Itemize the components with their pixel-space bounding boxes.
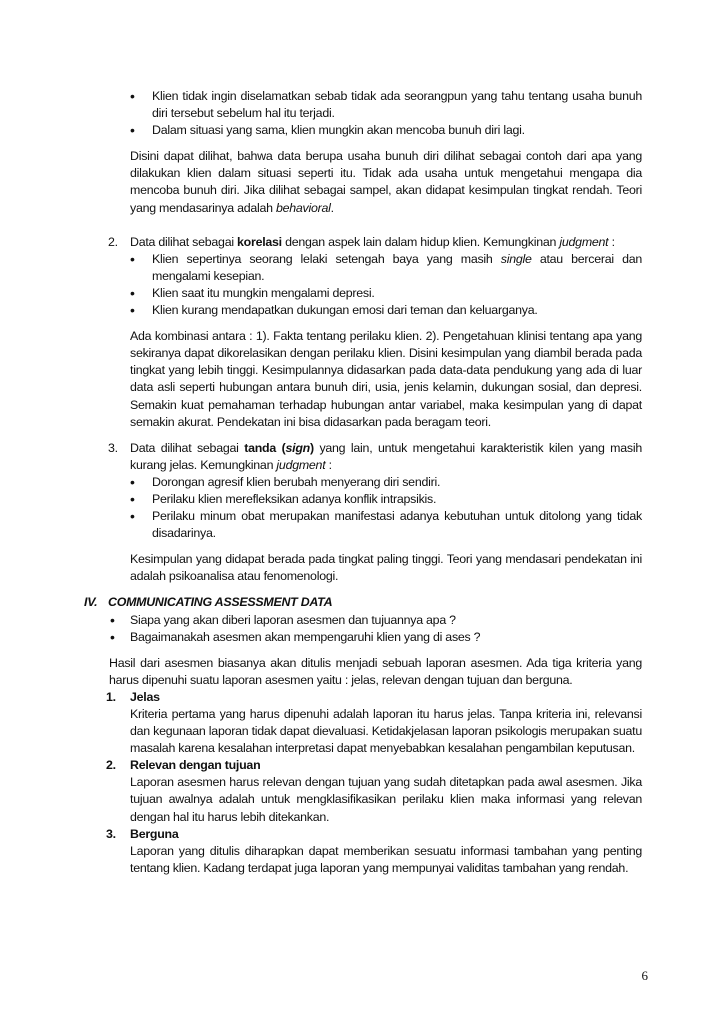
list-item: • Perilaku minum obat merupakan manifestasi adanya kebutuhan untuk ditolong yang tidak disadarinya.	[152, 508, 642, 542]
list-item: • Klien kurang mendapatkan dukungan emosi dari teman dan keluarganya.	[152, 302, 642, 319]
list-item: • Siapa yang akan diberi laporan asesmen dan tujuannya apa ?	[130, 612, 630, 629]
numbered-item-sign: 3. Data dilihat sebagai tanda (sign) yang lain, untuk mengetahui karakteristik kilen yang masih kurang jelas. Kemungkinan judgment :	[108, 440, 642, 472]
page-body	[0, 88, 728, 877]
list-item: • Klien saat itu mungkin mengalami depresi.	[152, 285, 642, 302]
paragraph-conclusion: Kesimpulan yang didapat berada pada tingkat paling tinggi. Teori yang mendasari pendekatan ini adalah psikoanalisa atau fenomenologi.	[130, 552, 642, 584]
section-heading: IV. COMMUNICATING ASSESSMENT DATA	[84, 595, 333, 610]
criterion-clear: 1. Jelas Kriteria pertama yang harus dipenuhi adalah laporan itu harus jelas. Tanpa kriteria ini, relevansi dan kegunaan laporan tidak dapat dievaluasi. Ketidakjelasan laporan psikologis merupakan suatu masalah karena kesalahan interpretasi dapat menyebabkan kesalahan pengambilan keputusan.	[106, 689, 642, 756]
paragraph-behavioral: Disini dapat dilihat, bahwa data berupa usaha bunuh diri dilihat sebagai contoh dari apa yang dilakukan klien dalam situasi seperti itu. Tidak ada usaha untuk mengetahui mengapa dia mencoba bunuh diri. Jika dilihat sebagai sampel, akan didapat kesimpulan tingkat rendah. Teori yang mendasarinya adalah behavioral.	[130, 149, 642, 215]
list-item: • Bagaimanakah asesmen akan mempengaruhi klien yang di ases ?	[130, 629, 630, 646]
criterion-relevant: 2. Relevan dengan tujuan Laporan asesmen harus relevan dengan tujuan yang sudah ditetapkan pada awal asesmen. Jika tujuan awalnya adalah untuk mengklasifikasikan perilaku klien maka informasi yang relevan dengan hal itu harus lebih ditekankan.	[106, 758, 642, 824]
numbered-item-correlation: 2. Data dilihat sebagai korelasi dengan aspek lain dalam hidup klien. Kemungkinan judgment :	[108, 234, 615, 249]
paragraph-combination: Ada kombinasi antara : 1). Fakta tentang perilaku klien. 2). Pengetahuan klinisi tentang apa yang sekiranya dapat dikorelasikan dengan perilaku klien. Disini kesimpulan yang diambil berada pada tingkat yang lebih tinggi. Kesimpulannya didasarkan pada data-data pendukung yang ada di luar data asli seperti hubungan antara bunuh diri, usia, jenis kelamin, dukungan sosial, dan depresi. Semakin kuat pemahaman terhadap hubungan antar variabel, maka kesimpulan yang di dapat semakin akurat. Pendekatan ini bisa didasarkan pada beragam teori.	[130, 329, 642, 429]
criterion-useful: 3. Berguna Laporan yang ditulis diharapkan dapat memberikan sesuatu informasi tambahan yang penting tentang klien. Kadang terdapat juga laporan yang mempunyai validitas tambahan yang rendah.	[106, 826, 642, 875]
paragraph-report-intro: Hasil dari asesmen biasanya akan ditulis menjadi sebuah laporan asesmen. Ada tiga kriteria yang harus dipenuhi suatu laporan asesmen yaitu : jelas, relevan dengan tujuan dan berguna.	[109, 655, 642, 687]
list-item: • Perilaku klien merefleksikan adanya konflik intrapsikis.	[152, 491, 642, 508]
list-item: • Klien tidak ingin diselamatkan sebab tidak ada seorangpun yang tahu tentang usaha bunuh diri tersebut sebelum hal itu terjadi.	[152, 88, 642, 122]
list-item: • Klien sepertinya seorang lelaki setengah baya yang masih single atau bercerai dan mengalami kesepian.	[152, 251, 642, 285]
list-item: • Dalam situasi yang sama, klien mungkin akan mencoba bunuh diri lagi.	[152, 122, 642, 139]
list-item: • Dorongan agresif klien berubah menyerang diri sendiri.	[152, 474, 642, 491]
page-number: 6	[641, 968, 648, 983]
